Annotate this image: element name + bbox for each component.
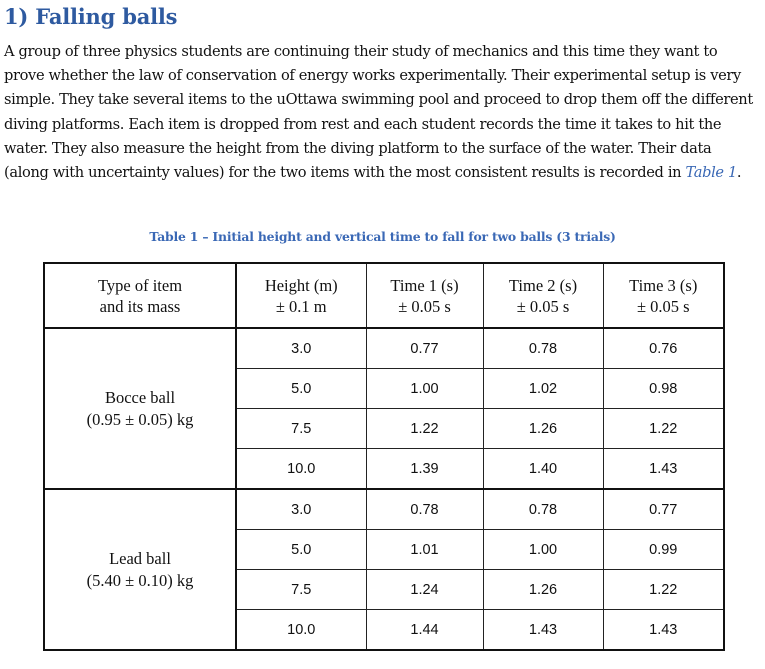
- section-heading: 1) Falling balls: [4, 4, 178, 29]
- time1-cell: 1.00: [366, 369, 483, 409]
- time3-cell: 0.99: [603, 530, 724, 570]
- time1-cell: 1.22: [366, 409, 483, 449]
- time1-cell: 1.01: [366, 530, 483, 570]
- table-header-row: [44, 263, 724, 328]
- time1-cell: 1.39: [366, 449, 483, 490]
- time3-cell: 0.76: [603, 328, 724, 369]
- height-cell: 5.0: [236, 369, 366, 409]
- time1-cell: 0.77: [366, 328, 483, 369]
- time3-cell: 1.43: [603, 449, 724, 490]
- height-cell: 10.0: [236, 449, 366, 490]
- height-cell: 7.5: [236, 570, 366, 610]
- table-caption: Table 1 – Initial height and vertical time to fall for two balls (3 trials): [149, 229, 616, 244]
- time2-cell: 1.26: [483, 409, 603, 449]
- time2-cell: 1.26: [483, 570, 603, 610]
- time1-cell: 1.24: [366, 570, 483, 610]
- header-height: Height (m) ± 0.1 m: [236, 263, 366, 328]
- table-row: [44, 489, 724, 530]
- item-cell-lead: Lead ball (5.40 ± 0.10) kg: [44, 489, 236, 650]
- header-time-2: Time 2 (s) ± 0.05 s: [483, 263, 603, 328]
- time2-cell: 0.78: [483, 328, 603, 369]
- time1-cell: 1.44: [366, 610, 483, 651]
- time2-cell: 1.00: [483, 530, 603, 570]
- paragraph-end: .: [736, 164, 742, 182]
- height-cell: 3.0: [236, 489, 366, 530]
- height-cell: 5.0: [236, 530, 366, 570]
- data-table: [43, 262, 725, 651]
- time2-cell: 1.40: [483, 449, 603, 490]
- problem-paragraph: [4, 40, 756, 185]
- paragraph-text: A group of three physics students are continuing their study of mechanics and this time they want to prove whether the law of conservation of energy works experimentally. Their experimental setup is very simple. They take several items to the uOttawa swimming pool and proceed to drop them off the different diving platforms. Each item is dropped from rest and each student records the time it takes to hit the water. They also measure the height from the diving platform to the surface of the water. Their data (along with uncertainty values) for the two items with the most consistent results is recorded in: [4, 43, 753, 182]
- table-row: [44, 328, 724, 369]
- header-time-1: Time 1 (s) ± 0.05 s: [366, 263, 483, 328]
- time2-cell: 0.78: [483, 489, 603, 530]
- time2-cell: 1.02: [483, 369, 603, 409]
- time3-cell: 1.22: [603, 570, 724, 610]
- time3-cell: 0.98: [603, 369, 724, 409]
- time2-cell: 1.43: [483, 610, 603, 651]
- table-reference-link[interactable]: Table 1: [685, 164, 737, 182]
- height-cell: 10.0: [236, 610, 366, 651]
- time1-cell: 0.78: [366, 489, 483, 530]
- time3-cell: 0.77: [603, 489, 724, 530]
- header-time-3: Time 3 (s) ± 0.05 s: [603, 263, 724, 328]
- item-cell-bocce: Bocce ball (0.95 ± 0.05) kg: [44, 328, 236, 489]
- time3-cell: 1.43: [603, 610, 724, 651]
- height-cell: 7.5: [236, 409, 366, 449]
- header-item: Type of item and its mass: [44, 263, 236, 328]
- time3-cell: 1.22: [603, 409, 724, 449]
- height-cell: 3.0: [236, 328, 366, 369]
